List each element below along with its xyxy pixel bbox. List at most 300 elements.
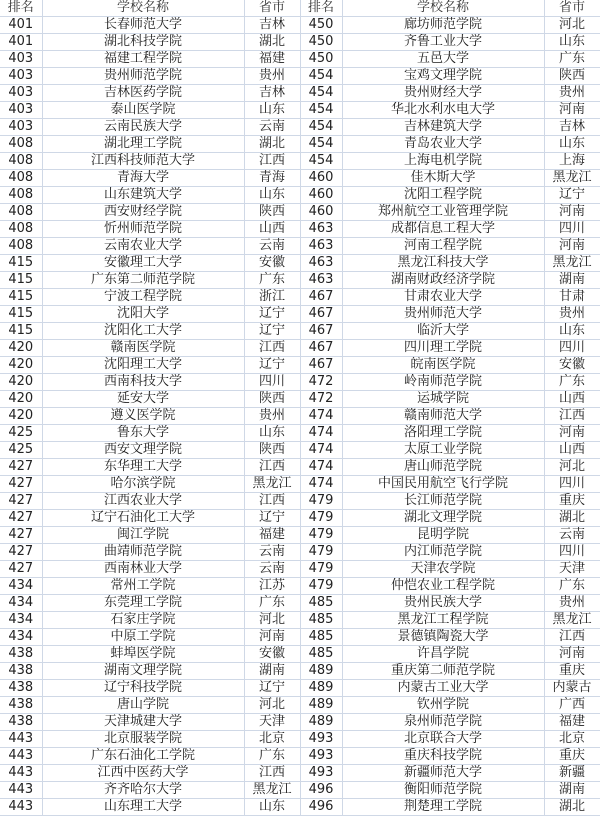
table-row xyxy=(0,187,600,204)
rank-cell: 443 xyxy=(0,782,42,799)
rank-cell: 434 xyxy=(0,595,42,612)
province-cell: 山东 xyxy=(544,34,600,51)
rank-cell: 496 xyxy=(300,782,342,799)
rank-cell: 443 xyxy=(0,731,42,748)
rank-cell: 472 xyxy=(300,391,342,408)
table-row xyxy=(0,272,600,289)
province-cell: 辽宁 xyxy=(244,510,300,527)
table-row xyxy=(0,340,600,357)
rank-cell: 493 xyxy=(300,765,342,782)
province-cell: 贵州 xyxy=(244,68,300,85)
school-name-cell: 中原工学院 xyxy=(42,629,244,646)
table-row xyxy=(0,102,600,119)
rank-cell: 460 xyxy=(300,204,342,221)
province-cell: 天津 xyxy=(544,561,600,578)
rank-cell: 443 xyxy=(0,748,42,765)
rank-cell: 403 xyxy=(0,68,42,85)
province-cell: 浙江 xyxy=(244,289,300,306)
rank-cell: 427 xyxy=(0,476,42,493)
rank-cell: 425 xyxy=(0,425,42,442)
province-cell: 黑龙江 xyxy=(544,170,600,187)
rank-cell: 438 xyxy=(0,646,42,663)
province-cell: 四川 xyxy=(544,340,600,357)
rank-cell: 434 xyxy=(0,629,42,646)
school-name-cell: 许昌学院 xyxy=(342,646,544,663)
province-cell: 江西 xyxy=(244,340,300,357)
rank-cell: 496 xyxy=(300,799,342,816)
school-name-cell: 长江师范学院 xyxy=(342,493,544,510)
school-name-cell: 吉林医药学院 xyxy=(42,85,244,102)
province-cell: 云南 xyxy=(244,561,300,578)
province-cell: 甘肃 xyxy=(544,289,600,306)
rank-cell: 420 xyxy=(0,391,42,408)
school-name-cell: 临沂大学 xyxy=(342,323,544,340)
school-name-cell: 郑州航空工业管理学院 xyxy=(342,204,544,221)
table-row xyxy=(0,170,600,187)
rank-cell: 415 xyxy=(0,323,42,340)
school-name-cell: 闽江学院 xyxy=(42,527,244,544)
school-name-cell: 齐齐哈尔大学 xyxy=(42,782,244,799)
school-name-cell: 江西中医药大学 xyxy=(42,765,244,782)
school-name-cell: 内蒙古工业大学 xyxy=(342,680,544,697)
school-name-cell: 蚌埠医学院 xyxy=(42,646,244,663)
school-name-cell: 辽宁石油化工大学 xyxy=(42,510,244,527)
rank-cell: 427 xyxy=(0,544,42,561)
rank-cell: 474 xyxy=(300,459,342,476)
province-cell: 福建 xyxy=(244,527,300,544)
province-cell: 云南 xyxy=(244,119,300,136)
school-name-cell: 太原工业学院 xyxy=(342,442,544,459)
province-cell: 河南 xyxy=(244,629,300,646)
rank-cell: 403 xyxy=(0,85,42,102)
province-cell: 广西 xyxy=(544,697,600,714)
table-row xyxy=(0,442,600,459)
rank-cell: 408 xyxy=(0,136,42,153)
table-row xyxy=(0,527,600,544)
rank-cell: 472 xyxy=(300,374,342,391)
province-cell: 云南 xyxy=(544,527,600,544)
province-cell: 广东 xyxy=(544,51,600,68)
province-cell: 吉林 xyxy=(244,17,300,34)
rank-cell: 415 xyxy=(0,255,42,272)
rank-cell: 427 xyxy=(0,459,42,476)
rank-cell: 460 xyxy=(300,187,342,204)
school-name-cell: 延安大学 xyxy=(42,391,244,408)
school-name-cell: 贵州师范大学 xyxy=(342,306,544,323)
rank-cell: 427 xyxy=(0,493,42,510)
province-cell: 天津 xyxy=(244,714,300,731)
school-name-cell: 辽宁科技学院 xyxy=(42,680,244,697)
rank-cell: 485 xyxy=(300,646,342,663)
school-name-cell: 青岛农业大学 xyxy=(342,136,544,153)
rank-cell: 434 xyxy=(0,612,42,629)
province-cell: 河北 xyxy=(244,697,300,714)
province-cell: 湖北 xyxy=(244,136,300,153)
province-cell: 福建 xyxy=(544,714,600,731)
school-name-cell: 东莞理工学院 xyxy=(42,595,244,612)
rank-cell: 493 xyxy=(300,748,342,765)
province-cell: 贵州 xyxy=(544,595,600,612)
rank-cell: 450 xyxy=(300,51,342,68)
school-name-cell: 山东建筑大学 xyxy=(42,187,244,204)
school-name-cell: 西安文理学院 xyxy=(42,442,244,459)
rank-cell: 489 xyxy=(300,663,342,680)
school-name-cell: 鲁东大学 xyxy=(42,425,244,442)
province-cell: 湖南 xyxy=(544,272,600,289)
table-row xyxy=(0,765,600,782)
province-cell: 山东 xyxy=(244,102,300,119)
table-row xyxy=(0,578,600,595)
province-cell: 云南 xyxy=(244,238,300,255)
province-cell: 河北 xyxy=(544,17,600,34)
rank-cell: 450 xyxy=(300,17,342,34)
school-name-cell: 西南林业大学 xyxy=(42,561,244,578)
province-cell: 辽宁 xyxy=(244,323,300,340)
table-row xyxy=(0,255,600,272)
table-row xyxy=(0,714,600,731)
province-cell: 重庆 xyxy=(544,748,600,765)
rank-cell: 408 xyxy=(0,153,42,170)
province-cell: 四川 xyxy=(544,544,600,561)
rank-cell: 479 xyxy=(300,578,342,595)
rank-cell: 489 xyxy=(300,680,342,697)
rank-cell: 463 xyxy=(300,221,342,238)
rank-cell: 454 xyxy=(300,68,342,85)
column-header: 排名 xyxy=(300,0,342,17)
school-name-cell: 黑龙江工程学院 xyxy=(342,612,544,629)
table-row xyxy=(0,34,600,51)
table-row xyxy=(0,136,600,153)
rank-cell: 474 xyxy=(300,425,342,442)
column-header: 排名 xyxy=(0,0,42,17)
school-name-cell: 江西科技师范大学 xyxy=(42,153,244,170)
school-name-cell: 湖南文理学院 xyxy=(42,663,244,680)
school-name-cell: 贵州财经大学 xyxy=(342,85,544,102)
table-row xyxy=(0,17,600,34)
table-row xyxy=(0,680,600,697)
rank-cell: 485 xyxy=(300,629,342,646)
rank-cell: 438 xyxy=(0,697,42,714)
school-name-cell: 长春师范大学 xyxy=(42,17,244,34)
province-cell: 河北 xyxy=(544,459,600,476)
rank-cell: 467 xyxy=(300,323,342,340)
rank-cell: 415 xyxy=(0,289,42,306)
province-cell: 河南 xyxy=(544,238,600,255)
province-cell: 河南 xyxy=(544,204,600,221)
rank-cell: 420 xyxy=(0,374,42,391)
school-name-cell: 湖北科技学院 xyxy=(42,34,244,51)
rank-cell: 408 xyxy=(0,204,42,221)
province-cell: 福建 xyxy=(244,51,300,68)
table-row xyxy=(0,595,600,612)
rank-cell: 454 xyxy=(300,119,342,136)
school-name-cell: 河南工程学院 xyxy=(342,238,544,255)
rank-cell: 454 xyxy=(300,136,342,153)
school-name-cell: 成都信息工程大学 xyxy=(342,221,544,238)
school-name-cell: 昆明学院 xyxy=(342,527,544,544)
school-name-cell: 唐山学院 xyxy=(42,697,244,714)
rank-cell: 467 xyxy=(300,306,342,323)
school-name-cell: 天津城建大学 xyxy=(42,714,244,731)
province-cell: 辽宁 xyxy=(244,680,300,697)
school-name-cell: 湖北文理学院 xyxy=(342,510,544,527)
province-cell: 湖南 xyxy=(244,663,300,680)
table-row xyxy=(0,153,600,170)
school-name-cell: 福建工程学院 xyxy=(42,51,244,68)
table-row xyxy=(0,289,600,306)
table-row xyxy=(0,782,600,799)
rank-cell: 443 xyxy=(0,799,42,816)
rank-cell: 485 xyxy=(300,612,342,629)
school-name-cell: 云南农业大学 xyxy=(42,238,244,255)
province-cell: 陕西 xyxy=(544,68,600,85)
province-cell: 山东 xyxy=(244,187,300,204)
province-cell: 山西 xyxy=(544,442,600,459)
province-cell: 湖北 xyxy=(544,799,600,816)
school-name-cell: 唐山师范学院 xyxy=(342,459,544,476)
province-cell: 黑龙江 xyxy=(544,255,600,272)
school-name-cell: 齐鲁工业大学 xyxy=(342,34,544,51)
province-cell: 新疆 xyxy=(544,765,600,782)
school-name-cell: 广东第二师范学院 xyxy=(42,272,244,289)
table-row xyxy=(0,731,600,748)
province-cell: 内蒙古 xyxy=(544,680,600,697)
province-cell: 河南 xyxy=(544,646,600,663)
school-name-cell: 衡阳师范学院 xyxy=(342,782,544,799)
school-name-cell: 青海大学 xyxy=(42,170,244,187)
table-row xyxy=(0,391,600,408)
rank-cell: 479 xyxy=(300,561,342,578)
table-row xyxy=(0,459,600,476)
school-name-cell: 皖南医学院 xyxy=(342,357,544,374)
rank-cell: 479 xyxy=(300,527,342,544)
province-cell: 山东 xyxy=(244,425,300,442)
table-row xyxy=(0,85,600,102)
province-cell: 湖北 xyxy=(244,34,300,51)
school-name-cell: 哈尔滨学院 xyxy=(42,476,244,493)
school-name-cell: 北京联合大学 xyxy=(342,731,544,748)
province-cell: 陕西 xyxy=(244,442,300,459)
province-cell: 黑龙江 xyxy=(244,782,300,799)
rank-cell: 420 xyxy=(0,357,42,374)
rank-cell: 427 xyxy=(0,527,42,544)
school-name-cell: 沈阳化工大学 xyxy=(42,323,244,340)
province-cell: 四川 xyxy=(544,476,600,493)
province-cell: 河南 xyxy=(544,102,600,119)
column-header: 省市 xyxy=(244,0,300,17)
school-name-cell: 贵州民族大学 xyxy=(342,595,544,612)
rank-cell: 489 xyxy=(300,714,342,731)
rank-cell: 493 xyxy=(300,731,342,748)
province-cell: 江西 xyxy=(244,459,300,476)
school-name-cell: 岭南师范学院 xyxy=(342,374,544,391)
province-cell: 四川 xyxy=(244,374,300,391)
province-cell: 吉林 xyxy=(544,119,600,136)
school-name-cell: 天津农学院 xyxy=(342,561,544,578)
rank-cell: 460 xyxy=(300,170,342,187)
rank-cell: 403 xyxy=(0,102,42,119)
province-cell: 贵州 xyxy=(544,85,600,102)
table-row xyxy=(0,544,600,561)
school-name-cell: 华北水利水电大学 xyxy=(342,102,544,119)
province-cell: 辽宁 xyxy=(544,187,600,204)
school-name-cell: 黑龙江科技大学 xyxy=(342,255,544,272)
province-cell: 广东 xyxy=(244,748,300,765)
school-name-cell: 湖北理工学院 xyxy=(42,136,244,153)
rank-cell: 463 xyxy=(300,272,342,289)
table-row xyxy=(0,629,600,646)
school-name-cell: 云南民族大学 xyxy=(42,119,244,136)
school-name-cell: 曲靖师范学院 xyxy=(42,544,244,561)
rank-cell: 403 xyxy=(0,51,42,68)
school-name-cell: 北京服装学院 xyxy=(42,731,244,748)
table-row xyxy=(0,238,600,255)
school-name-cell: 石家庄学院 xyxy=(42,612,244,629)
province-cell: 河南 xyxy=(544,425,600,442)
school-name-cell: 山东理工大学 xyxy=(42,799,244,816)
province-cell: 江苏 xyxy=(244,578,300,595)
rank-cell: 408 xyxy=(0,187,42,204)
province-cell: 江西 xyxy=(244,765,300,782)
province-cell: 安徽 xyxy=(244,255,300,272)
province-cell: 江西 xyxy=(544,408,600,425)
rank-cell: 438 xyxy=(0,714,42,731)
rank-cell: 427 xyxy=(0,510,42,527)
rank-cell: 454 xyxy=(300,102,342,119)
rank-cell: 420 xyxy=(0,340,42,357)
rank-cell: 401 xyxy=(0,34,42,51)
table-row xyxy=(0,612,600,629)
school-name-cell: 五邑大学 xyxy=(342,51,544,68)
province-cell: 河北 xyxy=(244,612,300,629)
rank-cell: 408 xyxy=(0,170,42,187)
school-name-cell: 新疆师范大学 xyxy=(342,765,544,782)
school-name-cell: 钦州学院 xyxy=(342,697,544,714)
rank-cell: 467 xyxy=(300,289,342,306)
school-name-cell: 内江师范学院 xyxy=(342,544,544,561)
table-row xyxy=(0,748,600,765)
rank-cell: 454 xyxy=(300,153,342,170)
province-cell: 四川 xyxy=(544,221,600,238)
rank-cell: 408 xyxy=(0,238,42,255)
table-row xyxy=(0,323,600,340)
province-cell: 黑龙江 xyxy=(244,476,300,493)
province-cell: 山东 xyxy=(244,799,300,816)
rank-cell: 474 xyxy=(300,408,342,425)
school-name-cell: 上海电机学院 xyxy=(342,153,544,170)
school-name-cell: 西南科技大学 xyxy=(42,374,244,391)
column-header: 学校名称 xyxy=(342,0,544,17)
table-row xyxy=(0,119,600,136)
province-cell: 上海 xyxy=(544,153,600,170)
school-name-cell: 湖南财政经济学院 xyxy=(342,272,544,289)
province-cell: 黑龙江 xyxy=(544,612,600,629)
province-cell: 北京 xyxy=(544,731,600,748)
rank-cell: 467 xyxy=(300,340,342,357)
school-name-cell: 赣南医学院 xyxy=(42,340,244,357)
province-cell: 云南 xyxy=(244,544,300,561)
table-row xyxy=(0,221,600,238)
rank-cell: 485 xyxy=(300,595,342,612)
table-row xyxy=(0,306,600,323)
province-cell: 陕西 xyxy=(244,204,300,221)
province-cell: 安徽 xyxy=(244,646,300,663)
table-row xyxy=(0,493,600,510)
province-cell: 辽宁 xyxy=(244,357,300,374)
rank-cell: 427 xyxy=(0,561,42,578)
province-cell: 江西 xyxy=(244,153,300,170)
province-cell: 广东 xyxy=(544,578,600,595)
school-name-cell: 常州工学院 xyxy=(42,578,244,595)
table-row xyxy=(0,51,600,68)
school-name-cell: 沈阳大学 xyxy=(42,306,244,323)
rank-cell: 454 xyxy=(300,85,342,102)
school-name-cell: 吉林建筑大学 xyxy=(342,119,544,136)
table-row xyxy=(0,646,600,663)
school-name-cell: 洛阳理工学院 xyxy=(342,425,544,442)
rank-cell: 450 xyxy=(300,34,342,51)
school-name-cell: 东华理工大学 xyxy=(42,459,244,476)
rank-cell: 415 xyxy=(0,272,42,289)
school-name-cell: 重庆科技学院 xyxy=(342,748,544,765)
province-cell: 山东 xyxy=(544,323,600,340)
table-row xyxy=(0,204,600,221)
rank-cell: 420 xyxy=(0,408,42,425)
school-name-cell: 泰山医学院 xyxy=(42,102,244,119)
province-cell: 广东 xyxy=(244,595,300,612)
table-row xyxy=(0,425,600,442)
province-cell: 重庆 xyxy=(544,663,600,680)
header-row xyxy=(0,0,600,17)
column-header: 省市 xyxy=(544,0,600,17)
rank-cell: 467 xyxy=(300,357,342,374)
rank-cell: 434 xyxy=(0,578,42,595)
school-name-cell: 沈阳工程学院 xyxy=(342,187,544,204)
province-cell: 贵州 xyxy=(544,306,600,323)
province-cell: 吉林 xyxy=(244,85,300,102)
table-row xyxy=(0,357,600,374)
province-cell: 山东 xyxy=(544,136,600,153)
table-row xyxy=(0,697,600,714)
school-name-cell: 佳木斯大学 xyxy=(342,170,544,187)
rank-cell: 479 xyxy=(300,510,342,527)
school-name-cell: 江西农业大学 xyxy=(42,493,244,510)
rank-cell: 408 xyxy=(0,221,42,238)
province-cell: 安徽 xyxy=(544,357,600,374)
province-cell: 江西 xyxy=(244,493,300,510)
rank-cell: 474 xyxy=(300,442,342,459)
school-name-cell: 重庆第二师范学院 xyxy=(342,663,544,680)
rank-cell: 415 xyxy=(0,306,42,323)
school-name-cell: 宁波工程学院 xyxy=(42,289,244,306)
table-row xyxy=(0,374,600,391)
rank-cell: 463 xyxy=(300,238,342,255)
rank-cell: 463 xyxy=(300,255,342,272)
table-row xyxy=(0,561,600,578)
rank-cell: 403 xyxy=(0,119,42,136)
province-cell: 湖北 xyxy=(544,510,600,527)
school-name-cell: 运城学院 xyxy=(342,391,544,408)
province-cell: 湖南 xyxy=(544,782,600,799)
school-name-cell: 遵义医学院 xyxy=(42,408,244,425)
school-name-cell: 仲恺农业工程学院 xyxy=(342,578,544,595)
table-row xyxy=(0,663,600,680)
school-name-cell: 廊坊师范学院 xyxy=(342,17,544,34)
school-name-cell: 甘肃农业大学 xyxy=(342,289,544,306)
province-cell: 青海 xyxy=(244,170,300,187)
rank-cell: 479 xyxy=(300,544,342,561)
rank-cell: 438 xyxy=(0,680,42,697)
